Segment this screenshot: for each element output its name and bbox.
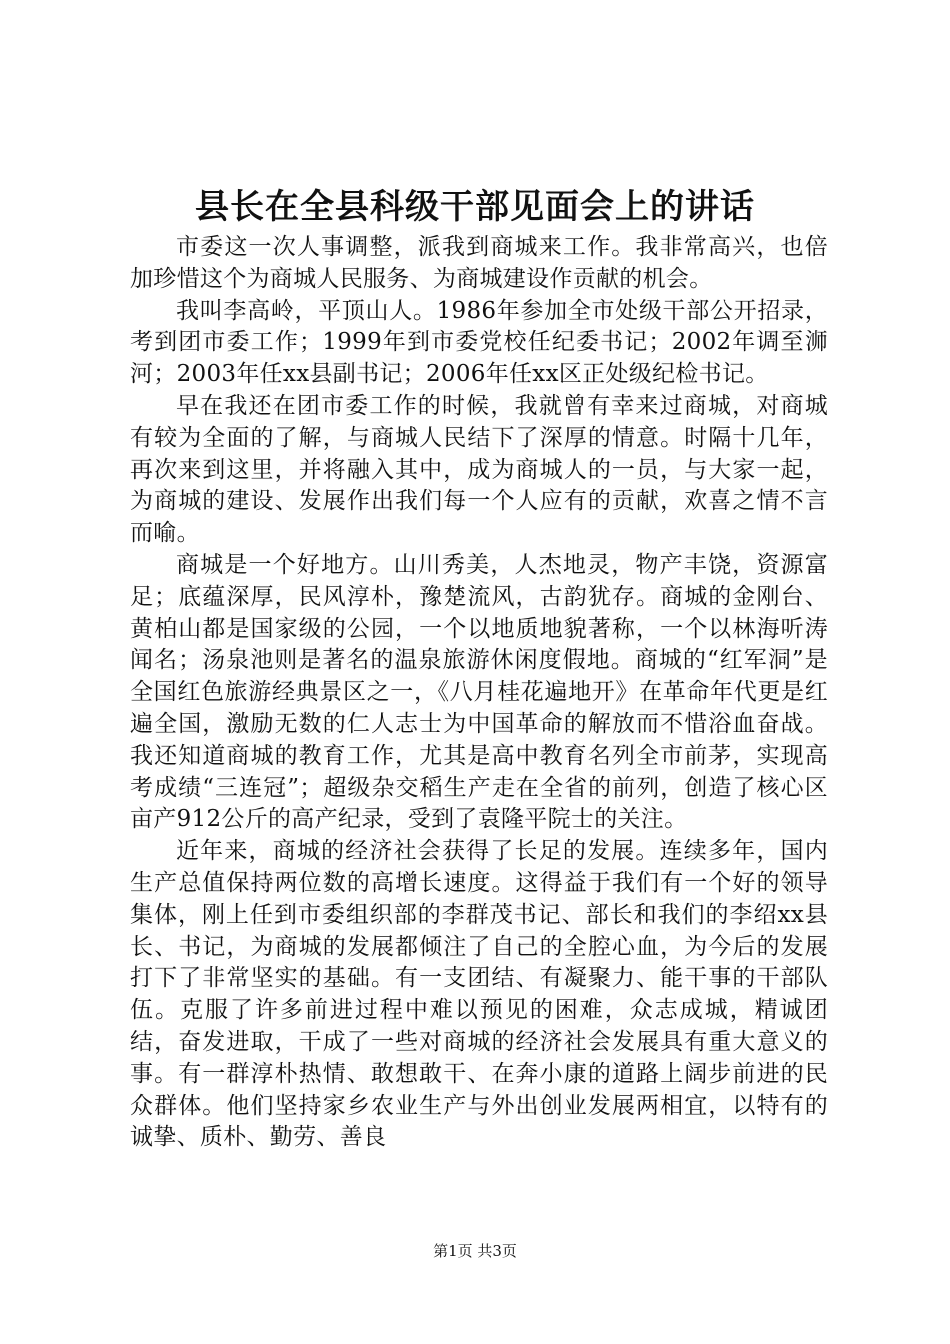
paragraph: 近年来，商城的经济社会获得了长足的发展。连续多年，国内生产总值保持两位数的高增长速度。这得益于我们有一个好的领导集体，刚上任到市委组织部的李群茂书记、部长和我们的李绍xx县长、书记，为商城的发展都倾注了自己的全腔心血，为今后的发展打下了非常坚实的基础。有一支团结、有凝聚力、能干事的干部队伍。克服了许多前进过程中难以预见的困难，众志成城，精诚团结，奋发进取，干成了一些对商城的经济社会发展具有重大意义的事。有一群淳朴热情、敢想敢干、在奔小康的道路上阔步前进的民众群体。他们坚持家乡农业生产与外出创业发展两相宜，以特有的诚挚、质朴、勤劳、善良 — [130, 838, 828, 1151]
document-title: 县长在全县科级干部见面会上的讲话 — [195, 187, 755, 227]
paragraph: 我叫李高岭，平顶山人。1986年参加全市处级干部公开招录，考到团市委工作；1999年到市委党校任纪委书记；2002年调至浉河；2003年任xx县副书记；2006年任xx区正处级纪检书记。 — [130, 297, 828, 388]
document-body — [130, 232, 828, 1154]
paragraph: 市委这一次人事调整，派我到商城来工作。我非常高兴，也倍加珍惜这个为商城人民服务、为商城建设作贡献的机会。 — [130, 234, 828, 292]
page-number-footer: 第1页 共3页 — [433, 1242, 517, 1260]
paragraph: 早在我还在团市委工作的时候，我就曾有幸来过商城，对商城有较为全面的了解，与商城人民结下了深厚的情意。时隔十几年，再次来到这里，并将融入其中，成为商城人的一员，与大家一起，为商城的建设、发展作出我们每一个人应有的贡献，欢喜之情不言而喻。 — [130, 392, 828, 547]
paragraph: 商城是一个好地方。山川秀美，人杰地灵，物产丰饶，资源富足；底蕴深厚，民风淳朴，豫楚流风，古韵犹存。商城的金刚台、黄柏山都是国家级的公园，一个以地质地貌著称，一个以林海听涛闻名；汤泉池则是著名的温泉旅游休闲度假地。商城的“红军洞”是全国红色旅游经典景区之一，《八月桂花遍地开》在革命年代更是红遍全国，激励无数的仁人志士为中国革命的解放而不惜浴血奋战。我还知道商城的教育工作，尤其是高中教育名列全市前茅，实现高考成绩“三连冠”；超级杂交稻生产走在全省的前列，创造了核心区亩产912公斤的高产纪录，受到了袁隆平院士的关注。 — [130, 551, 828, 833]
